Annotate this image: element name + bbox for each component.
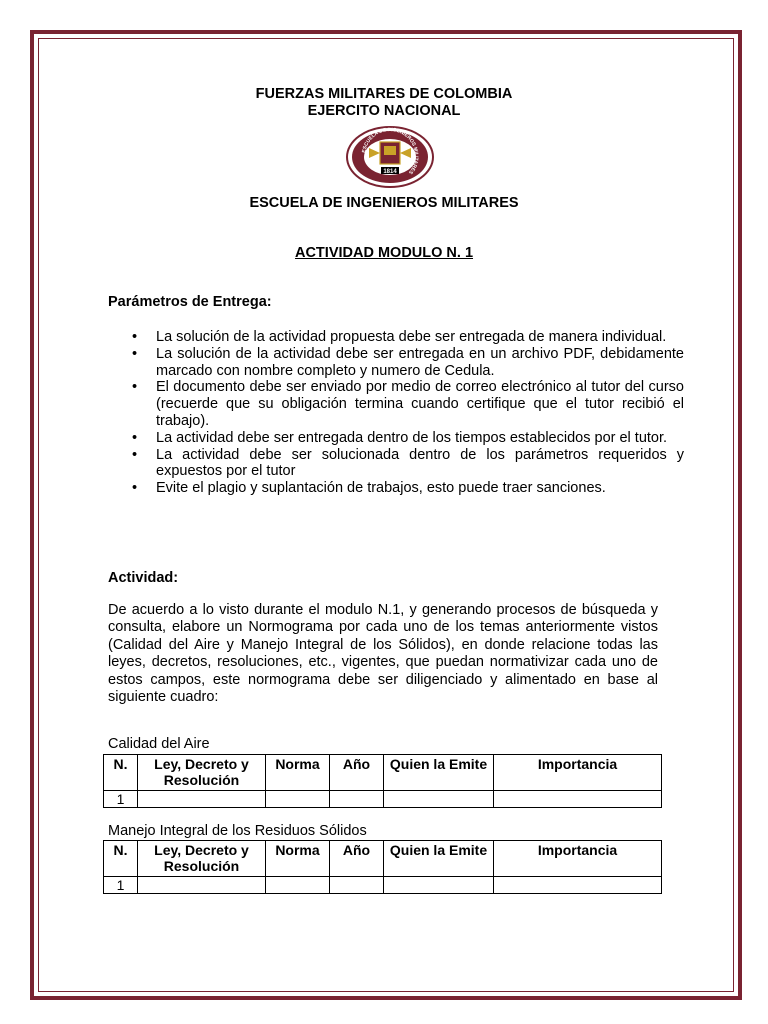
activity-paragraph: De acuerdo a lo visto durante el modulo N.1, y generando procesos de búsqueda y consulta, elabore un Normograma por cada uno de los temas anteriormente vistos (Calidad del Aire y Manejo Integral de los Sólidos), en donde relacione todas las leyes, decretos, resoluciones, etc., vigentes, que puedan normativizar cada uno de estos campos, este normograma debe ser diligenciado y alimentado en base al siguiente cuadro: <box>108 602 658 706</box>
table-cell <box>494 877 662 894</box>
table-cell <box>384 877 494 894</box>
logo-year: 1814 <box>383 169 397 175</box>
activity-title <box>0 245 768 261</box>
list-item: • La solución de la actividad debe ser entregada en un archivo PDF, debidamente marcado con nombre completo y numero de Cedula. <box>156 346 684 380</box>
table-header-row <box>104 755 662 791</box>
school-name: ESCUELA DE INGENIEROS MILITARES <box>249 195 519 211</box>
col-header-norm: Norma <box>266 755 330 791</box>
table-cell <box>494 791 662 808</box>
table-cell <box>138 877 266 894</box>
col-header-norm: Norma <box>266 841 330 877</box>
table-header-row <box>104 841 662 877</box>
list-item: • La actividad debe ser solucionada dentro de los parámetros requeridos y expuestos por el tutor <box>156 447 684 481</box>
col-header-importance: Importancia <box>494 841 662 877</box>
col-header-year: Año <box>330 755 384 791</box>
activity-heading: Actividad: <box>108 570 179 586</box>
table-cell <box>330 791 384 808</box>
list-item: • El documento debe ser enviado por medio de correo electrónico al tutor del curso (recuerde que su obligación termina cuando certifique que el tutor recibió el trabajo). <box>156 379 684 429</box>
params-list <box>130 329 684 497</box>
list-item: • La actividad debe ser entregada dentro de los tiempos establecidos por el tutor. <box>156 430 684 447</box>
col-header-issuer: Quien la Emite <box>384 841 494 877</box>
list-item: • La solución de la actividad propuesta debe ser entregada de manera individual. <box>156 329 684 346</box>
col-header-number: N. <box>104 841 138 877</box>
table-cell <box>330 877 384 894</box>
header-line-1: FUERZAS MILITARES DE COLOMBIA <box>255 86 513 102</box>
table-cell <box>266 791 330 808</box>
table-cell: 1 <box>104 877 138 894</box>
logo-ring-text: ESCUELA DE INGENIEROS MILITARES <box>361 126 420 176</box>
school-logo <box>345 126 435 188</box>
params-heading: Parámetros de Entrega: <box>108 294 272 310</box>
table-cell <box>266 877 330 894</box>
header-line-2: EJERCITO NACIONAL <box>307 103 461 119</box>
table-air-quality <box>103 754 662 808</box>
col-header-number: N. <box>104 755 138 791</box>
table-cell <box>384 791 494 808</box>
table-row <box>104 791 662 808</box>
list-item: • Evite el plagio y suplantación de trabajos, esto puede traer sanciones. <box>156 480 684 497</box>
table-solid-waste <box>103 840 662 894</box>
table-caption-air: Calidad del Aire <box>108 736 210 752</box>
col-header-law: Ley, Decreto y Resolución <box>138 755 266 791</box>
table-cell: 1 <box>104 791 138 808</box>
col-header-issuer: Quien la Emite <box>384 755 494 791</box>
table-caption-waste: Manejo Integral de los Residuos Sólidos <box>108 823 367 839</box>
activity-title-text: ACTIVIDAD MODULO N. 1 <box>294 245 474 261</box>
col-header-importance: Importancia <box>494 755 662 791</box>
table-row <box>104 877 662 894</box>
table-cell <box>138 791 266 808</box>
col-header-year: Año <box>330 841 384 877</box>
col-header-law: Ley, Decreto y Resolución <box>138 841 266 877</box>
